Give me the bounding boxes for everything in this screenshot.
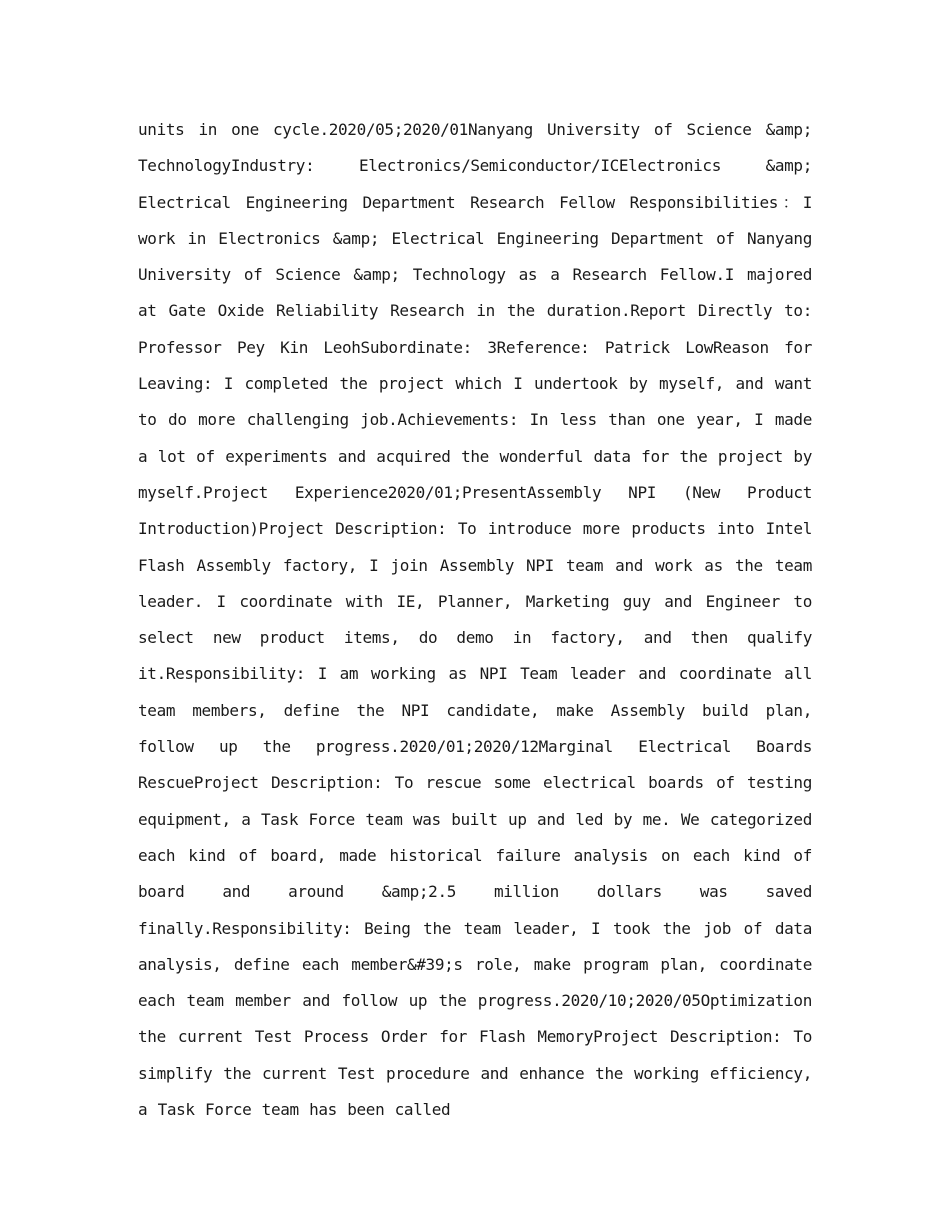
document-body-text: units in one cycle.2020/05;2020/01Nanyang University of Science &amp; TechnologyIndustry: Electronics/Semiconductor/ICElectronics &amp; Electrical Engineering Department Research Fellow Responsibilities：I work in Electronics &amp; Electrical Engineering Department of Nanyang University of Science &amp; Technology as a Research Fellow.I majored at Gate Oxide Reliability Research in the duration.Report Directly to: Professor Pey Kin LeohSubordinate: 3Reference: Patrick LowReason for Leaving: I completed the project which I undertook by myself, and want to do more challenging job.Achievements: In less than one year, I made a lot of experiments and acquired the wonderful data for the project by myself.Project Experience2020/01;PresentAssembly NPI (New Product Introduction)Project Description: To introduce more products into Intel Flash Assembly factory, I join Assembly NPI team and work as the team leader. I coordinate with IE, Planner, Marketing guy and Engineer to select new product items, do demo in factory, and then qualify it.Responsibility: I am working as NPI Team leader and coordinate all team members, define the NPI candidate, make Assembly build plan, follow up the progress.2020/01;2020/12Marginal Electrical Boards RescueProject Description: To rescue some electrical boards of testing equipment, a Task Force team was built up and led by me. We categorized each kind of board, made historical failure analysis on each kind of board and around &amp;2.5 million dollars was saved finally.Responsibility: Being the team leader, I took the job of data analysis, define each member&#39;s role, make program plan, coordinate each team member and follow up the progress.2020/10;2020/05Optimization the current Test Process Order for Flash MemoryProject Description: To simplify the current Test procedure and enhance the working efficiency, a Task Force team has been called	[138, 120, 812, 1120]
